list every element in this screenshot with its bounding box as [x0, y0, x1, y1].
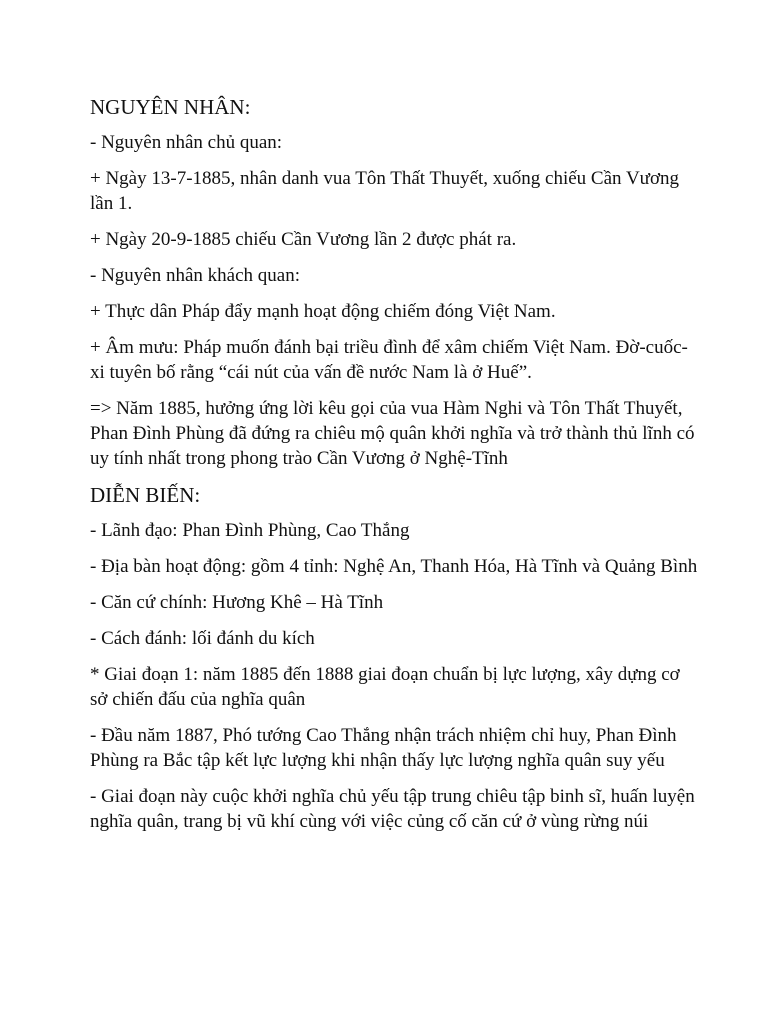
paragraph: - Địa bàn hoạt động: gồm 4 tỉnh: Nghệ An, Thanh Hóa, Hà Tĩnh và Quảng Bình — [90, 556, 698, 577]
paragraph: + Thực dân Pháp đẩy mạnh hoạt động chiếm đóng Việt Nam. — [90, 301, 556, 322]
document-page — [90, 94, 700, 845]
section-title-developments: DIỄN BIẾN: — [90, 483, 201, 507]
paragraph: - Cách đánh: lối đánh du kích — [90, 628, 315, 649]
paragraph: + Ngày 13-7-1885, nhân danh vua Tôn Thất Thuyết, xuống chiếu Cần Vương lần 1. — [90, 168, 680, 214]
paragraph: - Căn cứ chính: Hương Khê – Hà Tĩnh — [90, 592, 384, 613]
section-title-causes: NGUYÊN NHÂN: — [90, 95, 251, 119]
paragraph: - Giai đoạn này cuộc khởi nghĩa chủ yếu tập trung chiêu tập binh sĩ, huấn luyện nghĩa quân, trang bị vũ khí cùng với việc củng cố căn cứ ở vùng rừng núi — [90, 786, 695, 832]
paragraph: + Âm mưu: Pháp muốn đánh bại triều đình để xâm chiếm Việt Nam. Đờ-cuốc-xi tuyên bố rằng “cái nút của vấn đề nước Nam là ở Huế”. — [90, 337, 688, 383]
paragraph: => Năm 1885, hưởng ứng lời kêu gọi của vua Hàm Nghi và Tôn Thất Thuyết, Phan Đình Phùng đã đứng ra chiêu mộ quân khởi nghĩa và trở thành thủ lĩnh có uy tính nhất trong phong trào Cần Vương ở Nghệ-Tĩnh — [90, 398, 695, 469]
paragraph: - Nguyên nhân khách quan: — [90, 265, 300, 286]
paragraph: - Đầu năm 1887, Phó tướng Cao Thắng nhận trách nhiệm chỉ huy, Phan Đình Phùng ra Bắc tập kết lực lượng khi nhận thấy lực lượng nghĩa quân suy yếu — [90, 725, 677, 771]
paragraph: + Ngày 20-9-1885 chiếu Cần Vương lần 2 được phát ra. — [90, 229, 517, 250]
paragraph: - Lãnh đạo: Phan Đình Phùng, Cao Thắng — [90, 520, 410, 541]
paragraph: * Giai đoạn 1: năm 1885 đến 1888 giai đoạn chuẩn bị lực lượng, xây dựng cơ sở chiến đấu của nghĩa quân — [90, 664, 680, 710]
paragraph: - Nguyên nhân chủ quan: — [90, 132, 283, 153]
